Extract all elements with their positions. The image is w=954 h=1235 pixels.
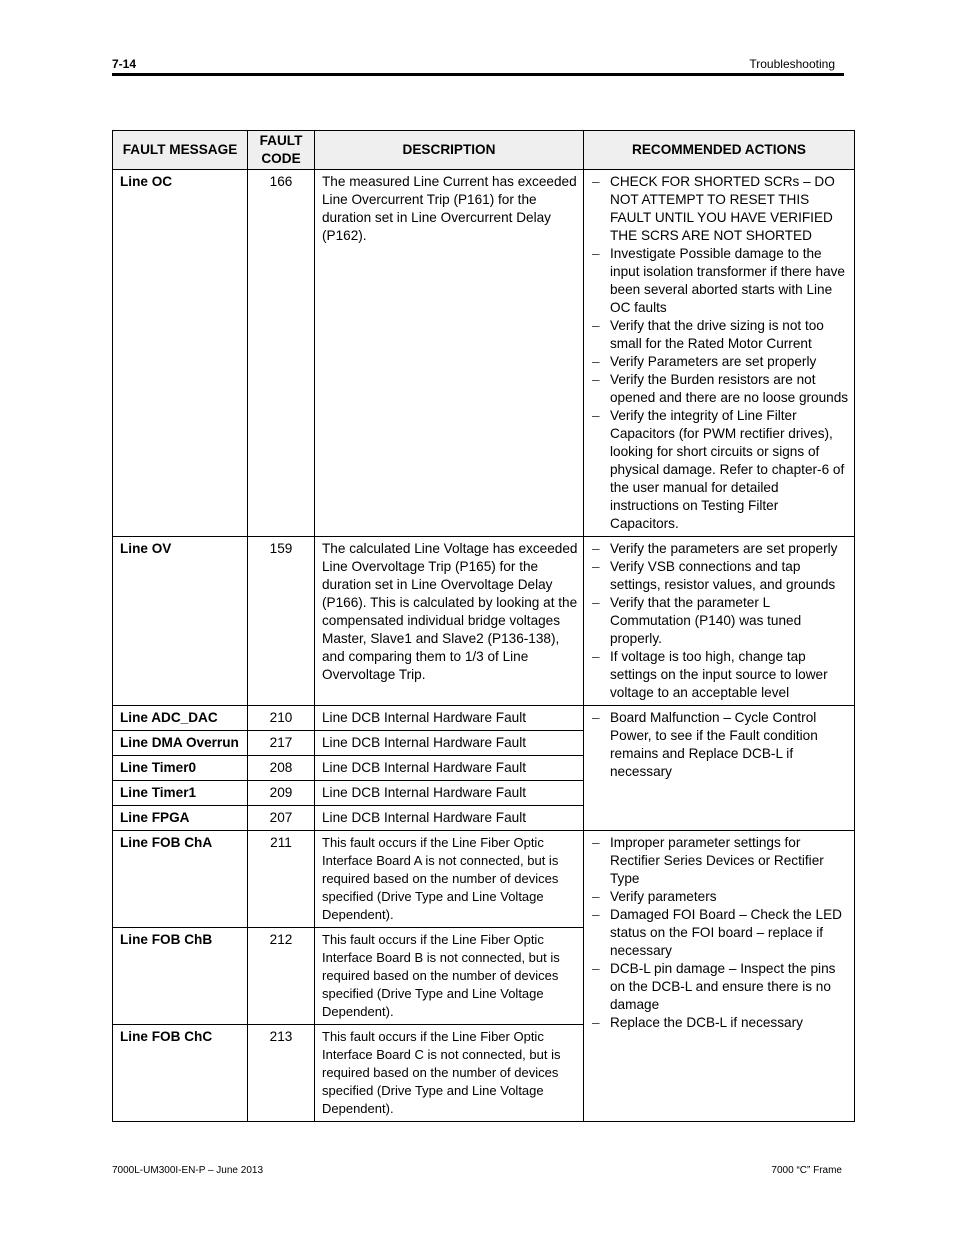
table-row <box>113 831 855 928</box>
recommended-actions <box>584 537 855 706</box>
action-list <box>590 709 850 781</box>
table-row <box>113 170 855 537</box>
fault-message: Line FOB ChC <box>113 1025 248 1122</box>
action-item: – CHECK FOR SHORTED SCRs – DO NOT ATTEMPT TO RESET THIS FAULT UNTIL YOU HAVE VERIFIED THE SCRS ARE NOT SHORTED <box>592 174 835 243</box>
fault-description: Line DCB Internal Hardware Fault <box>315 806 584 831</box>
table-row <box>113 706 855 731</box>
fault-code: 211 <box>248 831 315 928</box>
action-list <box>590 834 850 1032</box>
action-item: – Verify the integrity of Line Filter Capacitors (for PWM rectifier drives), looking for short circuits or signs of physical damage. Refer to chapter-6 of the user manual for detailed instructions on Testing Filter Capacitors. <box>592 408 845 531</box>
fault-table <box>112 130 855 1122</box>
fault-description: This fault occurs if the Line Fiber Optic Interface Board C is not connected, but is required based on the number of devices specified (Drive Type and Line Voltage Dependent). <box>315 1025 584 1122</box>
fault-description: Line DCB Internal Hardware Fault <box>315 706 584 731</box>
fault-code: 209 <box>248 781 315 806</box>
document-id: 7000L-UM300I-EN-P – June 2013 <box>112 1165 264 1176</box>
fault-code: 207 <box>248 806 315 831</box>
action-item: – Investigate Possible damage to the input isolation transformer if there have been several aborted starts with Line OC faults <box>592 246 845 315</box>
table-row <box>113 537 855 706</box>
action-item: – Verify VSB connections and tap settings, resistor values, and grounds <box>592 559 836 592</box>
fault-description: This fault occurs if the Line Fiber Optic Interface Board B is not connected, but is required based on the number of devices specified (Drive Type and Line Voltage Dependent). <box>315 928 584 1025</box>
action-item: – Verify the Burden resistors are not opened and there are no loose grounds <box>592 372 849 405</box>
fault-code: 166 <box>248 170 315 537</box>
fault-code: 217 <box>248 731 315 756</box>
page-number: 7-14 <box>112 57 137 71</box>
action-item: – Verify that the parameter L Commutation (P140) was tuned properly. <box>592 595 802 646</box>
recommended-actions <box>584 170 855 537</box>
action-item: – Verify parameters <box>592 889 717 904</box>
header-rule <box>112 73 844 76</box>
fault-message: Line ADC_DAC <box>113 706 248 731</box>
column-header-description: DESCRIPTION <box>315 131 584 170</box>
fault-description: Line DCB Internal Hardware Fault <box>315 731 584 756</box>
action-list <box>590 173 850 533</box>
recommended-actions <box>584 831 855 1122</box>
action-item: – Verify that the drive sizing is not too small for the Rated Motor Current <box>592 318 824 351</box>
fault-code: 210 <box>248 706 315 731</box>
fault-message: Line Timer0 <box>113 756 248 781</box>
fault-message: Line FPGA <box>113 806 248 831</box>
fault-message: Line OV <box>113 537 248 706</box>
recommended-actions <box>584 706 855 831</box>
fault-code: 159 <box>248 537 315 706</box>
fault-message: Line DMA Overrun <box>113 731 248 756</box>
action-item: – Damaged FOI Board – Check the LED status on the FOI board – replace if necessary <box>592 907 842 958</box>
fault-description: The calculated Line Voltage has exceeded Line Overvoltage Trip (P165) for the duration set in Line Overvoltage Delay (P166). This is calculated by looking at the compensated individual bridge voltages Master, Slave1 and Slave2 (P136-138), and comparing them to 1/3 of Line Overvoltage Trip. <box>315 537 584 706</box>
fault-description: Line DCB Internal Hardware Fault <box>315 781 584 806</box>
action-list <box>590 540 850 702</box>
column-header-fault-message: FAULT MESSAGE <box>113 131 248 170</box>
fault-code: 208 <box>248 756 315 781</box>
column-header-fault-code: FAULT CODE <box>248 131 315 170</box>
fault-message: Line Timer1 <box>113 781 248 806</box>
fault-code: 212 <box>248 928 315 1025</box>
action-item: – Verify the parameters are set properly <box>592 541 838 556</box>
fault-message: Line OC <box>113 170 248 537</box>
action-item: – Board Malfunction – Cycle Control Power, to see if the Fault condition remains and Replace DCB-L if necessary <box>592 710 818 779</box>
action-item: – Improper parameter settings for Rectifier Series Devices or Rectifier Type <box>592 835 824 886</box>
action-item: – If voltage is too high, change tap settings on the input source to lower voltage to an acceptable level <box>592 649 828 700</box>
table-header-row <box>113 131 855 170</box>
fault-description: This fault occurs if the Line Fiber Optic Interface Board A is not connected, but is required based on the number of devices specified (Drive Type and Line Voltage Dependent). <box>315 831 584 928</box>
fault-message: Line FOB ChA <box>113 831 248 928</box>
action-item: – DCB-L pin damage – Inspect the pins on the DCB-L and ensure there is no damage <box>592 961 836 1012</box>
product-name: 7000 “C” Frame <box>771 1165 842 1176</box>
fault-description: The measured Line Current has exceeded Line Overcurrent Trip (P161) for the duration set in Line Overcurrent Delay (P162). <box>315 170 584 537</box>
fault-message: Line FOB ChB <box>113 928 248 1025</box>
column-header-recommended-actions: RECOMMENDED ACTIONS <box>584 131 855 170</box>
fault-code: 213 <box>248 1025 315 1122</box>
action-item: – Replace the DCB-L if necessary <box>592 1015 803 1030</box>
fault-description: Line DCB Internal Hardware Fault <box>315 756 584 781</box>
action-item: – Verify Parameters are set properly <box>592 354 817 369</box>
section-title: Troubleshooting <box>749 57 835 71</box>
